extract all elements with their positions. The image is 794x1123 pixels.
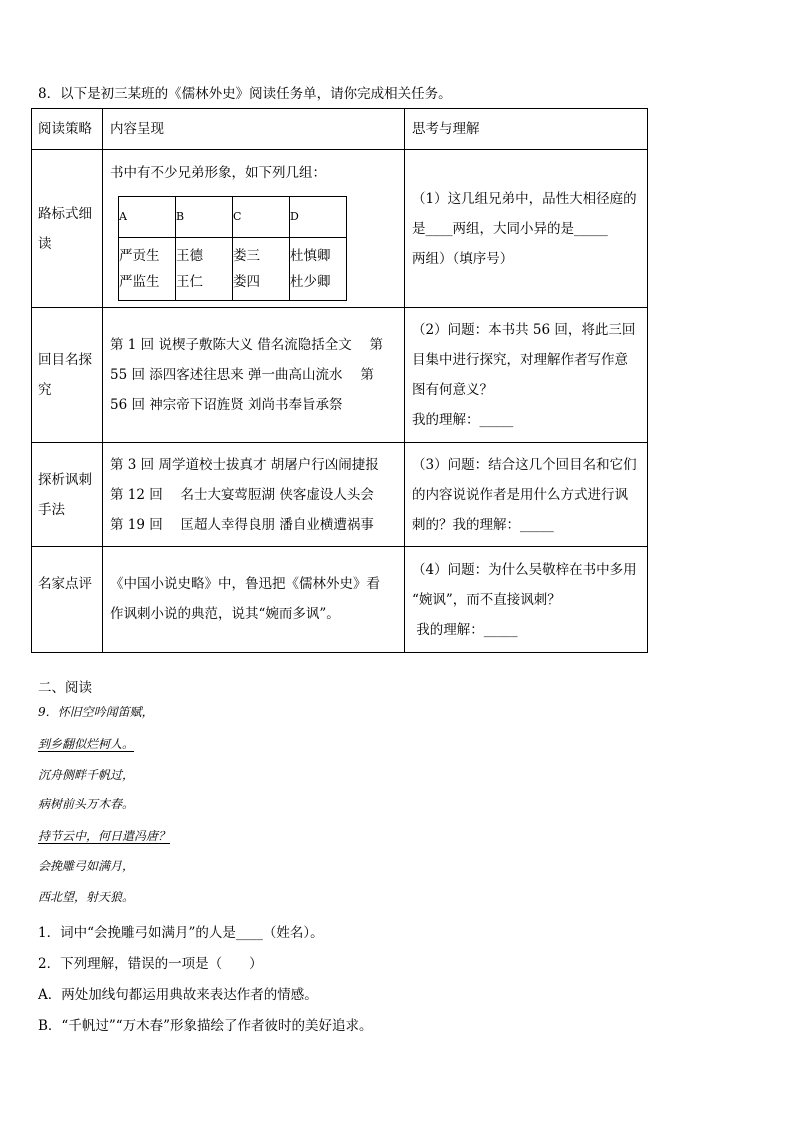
row4-strategy	[32, 547, 103, 653]
strategy-line: 究	[38, 382, 52, 398]
group-names	[119, 238, 176, 301]
group-names	[290, 238, 347, 301]
content-line: 55 回 添四客述往思来 弹一曲高山流水 第	[110, 367, 374, 383]
row1-strategy	[32, 150, 103, 308]
content-line: 《中国小说史略》中，鲁迅把《儒林外史》看	[110, 576, 380, 592]
strategy-line: 名家点评	[38, 576, 92, 592]
section-heading: 二、阅读	[38, 680, 92, 696]
think-line: “婉讽”，而不直接讽刺？	[412, 591, 561, 608]
poem-line: 9．怀旧空吟闻笛赋，	[38, 705, 154, 719]
content-intro: 书中有不少兄弟形象，如下列几组：	[110, 165, 326, 181]
row1-think	[405, 150, 648, 308]
table-row	[32, 308, 648, 443]
think-line: （1）这几组兄弟中，品性大相径庭的	[412, 190, 637, 207]
brother-name: 严贡生	[119, 248, 160, 264]
think-line: 我的理解：_____	[412, 412, 514, 428]
strategy-line: 回目名探	[38, 352, 92, 368]
brother-name: 王仁	[176, 274, 203, 290]
group-names	[176, 238, 233, 301]
option-b: B．“千帆过”“万木春”形象描绘了作者彼时的美好追求。	[38, 1018, 373, 1034]
option-a: A．两处加线句都运用典故来表达作者的情感。	[38, 987, 318, 1003]
row2-think	[405, 308, 648, 443]
content-line: 第 19 回 匡超人幸得良朋 潘自业横遭祸事	[110, 516, 374, 533]
table-row	[32, 150, 648, 308]
header-think: 思考与理解	[405, 109, 648, 150]
group-label: B	[176, 197, 233, 238]
row3-strategy	[32, 443, 103, 547]
poem-line: 沉舟侧畔千帆过，	[38, 768, 135, 782]
header-strategy: 阅读策略	[32, 109, 103, 150]
strategy-line: 手法	[38, 501, 65, 518]
brother-name: 娄三	[233, 248, 260, 264]
group-names	[233, 238, 290, 301]
row2-strategy	[32, 308, 103, 443]
think-line: （2）问题：本书共 56 回，将此三回	[412, 322, 636, 338]
poem-line: 病树前头万木春。	[38, 797, 135, 811]
think-line: 的内容说说作者是用什么方式进行讽	[412, 486, 628, 503]
brother-name: 严监生	[119, 274, 160, 290]
think-line: 刺的？我的理解：_____	[412, 516, 554, 533]
content-line: 第 3 回 周学道校士拔真才 胡屠户行凶闹捷报	[110, 456, 379, 473]
think-line: 目集中进行探究，对理解作者写作意	[412, 352, 628, 368]
question-1: 1．词中“会挽雕弓如满月”的人是____（姓名）。	[38, 925, 324, 941]
group-label: A	[119, 197, 176, 238]
row4-content	[103, 547, 405, 653]
table-row	[32, 547, 648, 653]
content-line: 第 12 回 名士大宴莺脰湖 侠客虚设人头会	[110, 486, 374, 503]
poem-line: 会挽雕弓如满月，	[38, 859, 135, 873]
row4-think	[405, 547, 648, 653]
header-content: 内容呈现	[103, 109, 405, 150]
think-line: （3）问题：结合这几个回目名和它们	[412, 456, 637, 473]
row1-content	[103, 150, 405, 308]
group-label: C	[233, 197, 290, 238]
poem-line-underlined: 持节云中，何日遣冯唐？	[38, 829, 171, 843]
poem-line: 西北望，射天狼。	[38, 890, 135, 904]
group-label: D	[290, 197, 347, 238]
think-line: （4）问题：为什么吴敬梓在书中多用	[412, 561, 637, 578]
question-2: 2．下列理解，错误的一项是（ ）	[38, 956, 263, 972]
strategy-line: 探析讽刺	[38, 471, 92, 488]
brother-name: 王德	[176, 248, 203, 264]
table-row	[32, 443, 648, 547]
content-line: 56 回 神宗帝下诏旌贤 刘尚书奉旨承祭	[110, 397, 343, 413]
brother-name: 杜少卿	[290, 274, 331, 290]
think-line: 我的理解：_____	[412, 621, 518, 638]
question-8-title: 8．以下是初三某班的《儒林外史》阅读任务单，请你完成相关任务。	[38, 86, 452, 102]
table-header-row	[32, 109, 648, 150]
think-line: 两组）（填序号）	[412, 250, 514, 267]
row3-content	[103, 443, 405, 547]
brothers-table	[118, 196, 347, 301]
poem-line-underlined: 到乡翻似烂柯人。	[38, 737, 135, 751]
reading-task-table	[31, 108, 648, 653]
row2-content	[103, 308, 405, 443]
brother-name: 杜慎卿	[290, 248, 331, 264]
row3-think	[405, 443, 648, 547]
brother-name: 娄四	[233, 274, 260, 290]
think-line: 是____两组，大同小异的是_____	[412, 220, 608, 237]
content-line: 第 1 回 说楔子敷陈大义 借名流隐括全文 第	[110, 337, 384, 353]
think-line: 图有何意义？	[412, 382, 493, 398]
content-line: 作讽刺小说的典范，说其“婉而多讽”。	[110, 606, 340, 622]
strategy-line: 路标式细	[38, 205, 92, 222]
strategy-line: 读	[38, 235, 52, 252]
